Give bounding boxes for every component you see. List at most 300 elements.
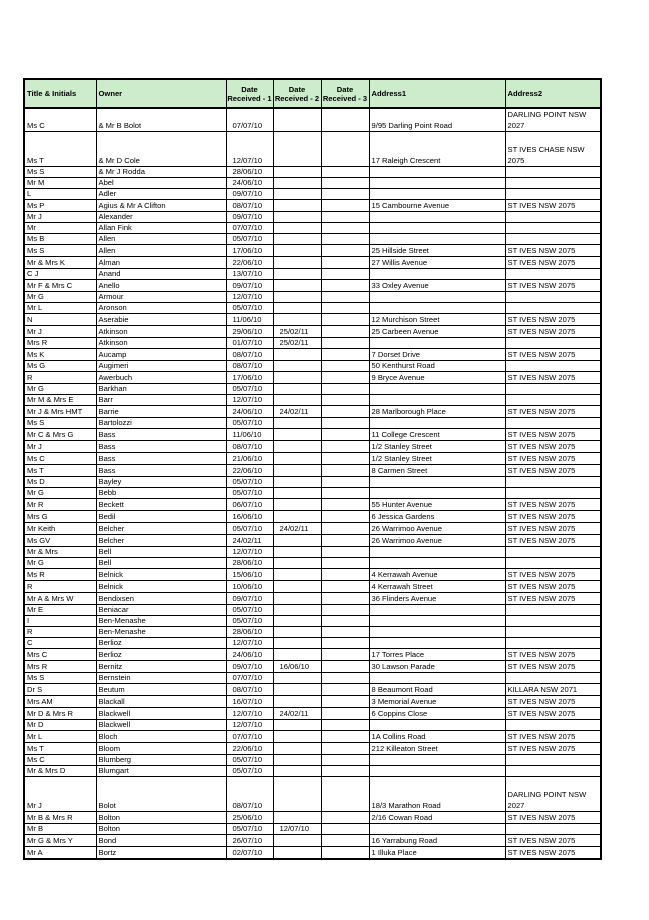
cell-owner: Abel bbox=[96, 178, 226, 189]
cell-title-initials: Mr G bbox=[24, 292, 96, 303]
cell-date-received-1: 09/07/10 bbox=[226, 212, 273, 223]
cell-owner: Bayley bbox=[96, 477, 226, 488]
cell-date-received-3 bbox=[321, 777, 369, 812]
table-row bbox=[24, 547, 601, 558]
cell-date-received-3 bbox=[321, 441, 369, 453]
cell-date-received-3 bbox=[321, 477, 369, 488]
cell-date-received-2 bbox=[273, 535, 321, 547]
cell-date-received-1: 22/06/10 bbox=[226, 465, 273, 477]
cell-date-received-3 bbox=[321, 708, 369, 720]
cell-address2 bbox=[505, 755, 601, 766]
cell-date-received-3 bbox=[321, 132, 369, 167]
cell-date-received-2 bbox=[273, 384, 321, 395]
cell-address2: ST IVES NSW 2075 bbox=[505, 569, 601, 581]
cell-date-received-3 bbox=[321, 178, 369, 189]
cell-owner: Ben-Menashe bbox=[96, 627, 226, 638]
cell-address2: ST IVES NSW 2075 bbox=[505, 523, 601, 535]
cell-owner: Augimeri bbox=[96, 361, 226, 372]
cell-date-received-2 bbox=[273, 429, 321, 441]
cell-address1: 15 Cambourne Avenue bbox=[369, 200, 505, 212]
cell-date-received-2 bbox=[273, 720, 321, 731]
cell-date-received-3 bbox=[321, 212, 369, 223]
cell-address1: 27 Willis Avenue bbox=[369, 257, 505, 269]
cell-date-received-2 bbox=[273, 616, 321, 627]
cell-address1 bbox=[369, 558, 505, 569]
cell-date-received-2 bbox=[273, 349, 321, 361]
table-row bbox=[24, 558, 601, 569]
cell-address2 bbox=[505, 616, 601, 627]
cell-address1 bbox=[369, 395, 505, 406]
cell-title-initials: Ms GV bbox=[24, 535, 96, 547]
table-row bbox=[24, 593, 601, 605]
table-row bbox=[24, 108, 601, 132]
cell-owner: Bartolozzi bbox=[96, 418, 226, 429]
cell-date-received-2 bbox=[273, 755, 321, 766]
table-row bbox=[24, 488, 601, 499]
table-row bbox=[24, 581, 601, 593]
cell-date-received-3 bbox=[321, 547, 369, 558]
cell-address1: 50 Kenthurst Road bbox=[369, 361, 505, 372]
cell-date-received-3 bbox=[321, 627, 369, 638]
cell-date-received-2 bbox=[273, 108, 321, 132]
cell-date-received-3 bbox=[321, 511, 369, 523]
cell-owner: & Mr J Rodda bbox=[96, 167, 226, 178]
cell-address2: ST IVES NSW 2075 bbox=[505, 499, 601, 511]
cell-date-received-1: 09/07/10 bbox=[226, 661, 273, 673]
cell-owner: Barrie bbox=[96, 406, 226, 418]
cell-date-received-3 bbox=[321, 673, 369, 684]
table-row bbox=[24, 627, 601, 638]
cell-address1: 36 Flinders Avenue bbox=[369, 593, 505, 605]
cell-owner: Berlioz bbox=[96, 638, 226, 649]
cell-owner: Bass bbox=[96, 453, 226, 465]
cell-address1: 6 Jessica Gardens bbox=[369, 511, 505, 523]
cell-date-received-1: 17/06/10 bbox=[226, 372, 273, 384]
cell-title-initials: Mr bbox=[24, 223, 96, 234]
cell-title-initials: Mr L bbox=[24, 731, 96, 743]
cell-address2: ST IVES NSW 2075 bbox=[505, 326, 601, 338]
table-row bbox=[24, 257, 601, 269]
cell-owner: Bass bbox=[96, 441, 226, 453]
table-row bbox=[24, 661, 601, 673]
cell-title-initials: Mr F & Mrs C bbox=[24, 280, 96, 292]
cell-date-received-2 bbox=[273, 488, 321, 499]
cell-date-received-3 bbox=[321, 465, 369, 477]
cell-date-received-1: 01/07/10 bbox=[226, 338, 273, 349]
cell-date-received-2 bbox=[273, 178, 321, 189]
cell-date-received-1: 08/07/10 bbox=[226, 441, 273, 453]
cell-date-received-3 bbox=[321, 605, 369, 616]
table-row bbox=[24, 535, 601, 547]
cell-date-received-2: 12/07/10 bbox=[273, 824, 321, 835]
cell-address1 bbox=[369, 189, 505, 200]
table-row bbox=[24, 178, 601, 189]
cell-address2 bbox=[505, 558, 601, 569]
cell-owner: Barr bbox=[96, 395, 226, 406]
cell-owner: Allan Fink bbox=[96, 223, 226, 234]
cell-title-initials: C bbox=[24, 638, 96, 649]
header-row bbox=[24, 79, 601, 108]
cell-owner: Bass bbox=[96, 465, 226, 477]
cell-date-received-2: 24/02/11 bbox=[273, 406, 321, 418]
cell-owner: Belnick bbox=[96, 569, 226, 581]
owners-table bbox=[23, 78, 602, 860]
cell-title-initials: Mr G bbox=[24, 488, 96, 499]
table-row bbox=[24, 384, 601, 395]
cell-date-received-3 bbox=[321, 824, 369, 835]
cell-owner: Blumberg bbox=[96, 755, 226, 766]
cell-address1: 26 Warrimoo Avenue bbox=[369, 535, 505, 547]
table-row bbox=[24, 696, 601, 708]
cell-title-initials: Mrs C bbox=[24, 649, 96, 661]
table-row bbox=[24, 189, 601, 200]
cell-title-initials: Ms B bbox=[24, 234, 96, 245]
cell-address1 bbox=[369, 292, 505, 303]
cell-address1: 18/3 Marathon Road bbox=[369, 777, 505, 812]
cell-title-initials: Ms T bbox=[24, 465, 96, 477]
cell-title-initials: Mr Keith bbox=[24, 523, 96, 535]
cell-title-initials: Mr L bbox=[24, 303, 96, 314]
cell-date-received-1: 09/07/10 bbox=[226, 280, 273, 292]
cell-date-received-2 bbox=[273, 696, 321, 708]
cell-date-received-3 bbox=[321, 429, 369, 441]
cell-address2 bbox=[505, 234, 601, 245]
cell-owner: Allen bbox=[96, 234, 226, 245]
cell-date-received-1: 05/07/10 bbox=[226, 234, 273, 245]
cell-address2: ST IVES NSW 2075 bbox=[505, 835, 601, 847]
cell-address1: 4 Kerrawah Avenue bbox=[369, 569, 505, 581]
cell-address1: 12 Murchison Street bbox=[369, 314, 505, 326]
table-row bbox=[24, 223, 601, 234]
cell-address2: ST IVES NSW 2075 bbox=[505, 349, 601, 361]
cell-date-received-3 bbox=[321, 696, 369, 708]
cell-title-initials: Ms C bbox=[24, 108, 96, 132]
cell-date-received-3 bbox=[321, 395, 369, 406]
cell-owner: Atkinson bbox=[96, 338, 226, 349]
cell-owner: Awerbuch bbox=[96, 372, 226, 384]
cell-date-received-1: 28/06/10 bbox=[226, 558, 273, 569]
cell-address2: DARLING POINT NSW 2027 bbox=[505, 108, 601, 132]
cell-date-received-3 bbox=[321, 292, 369, 303]
table-row bbox=[24, 673, 601, 684]
cell-title-initials: Mr J & Mrs HMT bbox=[24, 406, 96, 418]
cell-title-initials: Ms C bbox=[24, 755, 96, 766]
table-row bbox=[24, 395, 601, 406]
table-row bbox=[24, 499, 601, 511]
header-address1: Address1 bbox=[369, 79, 505, 108]
cell-date-received-2 bbox=[273, 684, 321, 696]
cell-address1: 212 Killeaton Street bbox=[369, 743, 505, 755]
cell-title-initials: Mr J bbox=[24, 212, 96, 223]
cell-date-received-2 bbox=[273, 835, 321, 847]
cell-owner: Atkinson bbox=[96, 326, 226, 338]
cell-address2 bbox=[505, 384, 601, 395]
header-title-initials: Title & Initials bbox=[24, 79, 96, 108]
cell-date-received-1: 05/07/10 bbox=[226, 303, 273, 314]
cell-owner: & Mr B Bolot bbox=[96, 108, 226, 132]
cell-address2: ST IVES NSW 2075 bbox=[505, 661, 601, 673]
cell-date-received-1: 26/07/10 bbox=[226, 835, 273, 847]
cell-owner: Bolton bbox=[96, 812, 226, 824]
cell-owner: Ben-Menashe bbox=[96, 616, 226, 627]
cell-date-received-1: 12/07/10 bbox=[226, 708, 273, 720]
cell-owner: Anand bbox=[96, 269, 226, 280]
cell-address1: 6 Coppins Close bbox=[369, 708, 505, 720]
cell-date-received-2 bbox=[273, 766, 321, 777]
table-row bbox=[24, 441, 601, 453]
cell-address1: 26 Warrimoo Avenue bbox=[369, 523, 505, 535]
header-address2: Address2 bbox=[505, 79, 601, 108]
cell-date-received-1: 06/07/10 bbox=[226, 499, 273, 511]
cell-title-initials: Mrs AM bbox=[24, 696, 96, 708]
cell-owner: Beniacar bbox=[96, 605, 226, 616]
table-row bbox=[24, 649, 601, 661]
cell-owner: Blackwell bbox=[96, 708, 226, 720]
cell-owner: Beutum bbox=[96, 684, 226, 696]
cell-owner: Aucamp bbox=[96, 349, 226, 361]
cell-date-received-2 bbox=[273, 418, 321, 429]
cell-date-received-1: 08/07/10 bbox=[226, 349, 273, 361]
cell-date-received-1: 08/07/10 bbox=[226, 684, 273, 696]
table-row bbox=[24, 245, 601, 257]
cell-address1: 1/2 Stanley Street bbox=[369, 453, 505, 465]
cell-date-received-3 bbox=[321, 269, 369, 280]
cell-title-initials: Mr & Mrs D bbox=[24, 766, 96, 777]
table-row bbox=[24, 338, 601, 349]
cell-title-initials: Mr R bbox=[24, 499, 96, 511]
cell-date-received-3 bbox=[321, 257, 369, 269]
cell-date-received-2: 16/06/10 bbox=[273, 661, 321, 673]
cell-address1 bbox=[369, 547, 505, 558]
cell-date-received-1: 15/06/10 bbox=[226, 569, 273, 581]
cell-title-initials: Mr E bbox=[24, 605, 96, 616]
cell-date-received-2 bbox=[273, 269, 321, 280]
table-row bbox=[24, 743, 601, 755]
cell-address1: 4 Kerrawah Street bbox=[369, 581, 505, 593]
cell-address1 bbox=[369, 269, 505, 280]
cell-title-initials: Ms R bbox=[24, 569, 96, 581]
cell-address2: ST IVES NSW 2075 bbox=[505, 535, 601, 547]
table-row bbox=[24, 212, 601, 223]
cell-date-received-3 bbox=[321, 649, 369, 661]
cell-date-received-1: 09/07/10 bbox=[226, 593, 273, 605]
cell-owner: Aronson bbox=[96, 303, 226, 314]
table-row bbox=[24, 835, 601, 847]
cell-date-received-3 bbox=[321, 755, 369, 766]
cell-address1: 9 Bryce Avenue bbox=[369, 372, 505, 384]
cell-date-received-2 bbox=[273, 627, 321, 638]
cell-title-initials: Ms S bbox=[24, 418, 96, 429]
cell-date-received-3 bbox=[321, 338, 369, 349]
cell-date-received-1: 05/07/10 bbox=[226, 488, 273, 499]
cell-owner: Bolton bbox=[96, 824, 226, 835]
cell-owner: Alexander bbox=[96, 212, 226, 223]
cell-date-received-1: 05/07/10 bbox=[226, 616, 273, 627]
cell-title-initials: Mr G bbox=[24, 384, 96, 395]
cell-date-received-3 bbox=[321, 453, 369, 465]
cell-date-received-1: 21/06/10 bbox=[226, 453, 273, 465]
cell-owner: Blackwell bbox=[96, 720, 226, 731]
cell-address2 bbox=[505, 303, 601, 314]
cell-owner: Bell bbox=[96, 558, 226, 569]
cell-address2: ST IVES NSW 2075 bbox=[505, 372, 601, 384]
cell-address2 bbox=[505, 673, 601, 684]
table-row bbox=[24, 569, 601, 581]
table-row bbox=[24, 418, 601, 429]
cell-address1: 8 Carmen Street bbox=[369, 465, 505, 477]
cell-date-received-3 bbox=[321, 499, 369, 511]
table-row bbox=[24, 269, 601, 280]
cell-owner: Alman bbox=[96, 257, 226, 269]
cell-address2 bbox=[505, 477, 601, 488]
cell-date-received-2 bbox=[273, 638, 321, 649]
cell-date-received-2 bbox=[273, 847, 321, 860]
table-row bbox=[24, 616, 601, 627]
table-row bbox=[24, 812, 601, 824]
cell-date-received-3 bbox=[321, 108, 369, 132]
cell-title-initials: Mr G bbox=[24, 558, 96, 569]
cell-date-received-3 bbox=[321, 616, 369, 627]
cell-address2: ST IVES NSW 2075 bbox=[505, 280, 601, 292]
cell-date-received-3 bbox=[321, 835, 369, 847]
cell-date-received-3 bbox=[321, 638, 369, 649]
cell-date-received-1: 05/07/10 bbox=[226, 824, 273, 835]
cell-date-received-3 bbox=[321, 558, 369, 569]
cell-address2 bbox=[505, 395, 601, 406]
cell-owner: Bass bbox=[96, 429, 226, 441]
cell-date-received-3 bbox=[321, 167, 369, 178]
cell-address2: KILLARA NSW 2071 bbox=[505, 684, 601, 696]
cell-title-initials: Ms S bbox=[24, 167, 96, 178]
cell-date-received-3 bbox=[321, 812, 369, 824]
cell-address2 bbox=[505, 167, 601, 178]
cell-address2 bbox=[505, 212, 601, 223]
cell-address1: 11 College Crescent bbox=[369, 429, 505, 441]
cell-address1 bbox=[369, 384, 505, 395]
table-row bbox=[24, 847, 601, 860]
table-row bbox=[24, 280, 601, 292]
cell-address2: ST IVES NSW 2075 bbox=[505, 593, 601, 605]
cell-date-received-2 bbox=[273, 558, 321, 569]
cell-date-received-3 bbox=[321, 523, 369, 535]
cell-date-received-1: 07/07/10 bbox=[226, 731, 273, 743]
cell-address1: 2/16 Cowan Road bbox=[369, 812, 505, 824]
cell-title-initials: Mrs G bbox=[24, 511, 96, 523]
table-row bbox=[24, 720, 601, 731]
cell-title-initials: Ms C bbox=[24, 453, 96, 465]
cell-date-received-3 bbox=[321, 418, 369, 429]
cell-date-received-1: 12/07/10 bbox=[226, 720, 273, 731]
table-row bbox=[24, 406, 601, 418]
cell-address2: ST IVES NSW 2075 bbox=[505, 696, 601, 708]
cell-owner: Bell bbox=[96, 547, 226, 558]
table-row bbox=[24, 326, 601, 338]
cell-date-received-3 bbox=[321, 720, 369, 731]
cell-address2 bbox=[505, 627, 601, 638]
cell-address1: 17 Raleigh Crescent bbox=[369, 132, 505, 167]
cell-date-received-1: 11/06/10 bbox=[226, 314, 273, 326]
cell-date-received-2 bbox=[273, 200, 321, 212]
cell-title-initials: R bbox=[24, 581, 96, 593]
table-row bbox=[24, 453, 601, 465]
cell-address1: 1/2 Stanley Street bbox=[369, 441, 505, 453]
cell-date-received-1: 07/07/10 bbox=[226, 673, 273, 684]
cell-date-received-1: 12/07/10 bbox=[226, 547, 273, 558]
cell-address2 bbox=[505, 361, 601, 372]
cell-title-initials: Ms T bbox=[24, 743, 96, 755]
cell-address1 bbox=[369, 627, 505, 638]
cell-title-initials: Mr B bbox=[24, 824, 96, 835]
table-row bbox=[24, 777, 601, 812]
cell-address1: 25 Carbeen Avenue bbox=[369, 326, 505, 338]
cell-title-initials: Mrs R bbox=[24, 338, 96, 349]
cell-date-received-2 bbox=[273, 372, 321, 384]
cell-title-initials: Mr G & Mrs Y bbox=[24, 835, 96, 847]
cell-title-initials: Dr S bbox=[24, 684, 96, 696]
cell-date-received-3 bbox=[321, 234, 369, 245]
cell-address2 bbox=[505, 292, 601, 303]
cell-address2 bbox=[505, 418, 601, 429]
cell-address1: 16 Yarrabung Road bbox=[369, 835, 505, 847]
cell-date-received-3 bbox=[321, 847, 369, 860]
cell-date-received-1: 24/06/10 bbox=[226, 649, 273, 661]
cell-address1 bbox=[369, 223, 505, 234]
cell-address2 bbox=[505, 338, 601, 349]
cell-address2: ST IVES NSW 2075 bbox=[505, 812, 601, 824]
cell-address2 bbox=[505, 605, 601, 616]
cell-title-initials: Mr A bbox=[24, 847, 96, 860]
cell-date-received-2 bbox=[273, 245, 321, 257]
cell-address1 bbox=[369, 167, 505, 178]
cell-address1: 25 Hillside Street bbox=[369, 245, 505, 257]
cell-title-initials: Ms P bbox=[24, 200, 96, 212]
cell-date-received-2 bbox=[273, 167, 321, 178]
cell-date-received-1: 10/06/10 bbox=[226, 581, 273, 593]
cell-owner: Blumgart bbox=[96, 766, 226, 777]
cell-date-received-2: 24/02/11 bbox=[273, 708, 321, 720]
cell-title-initials: Mr C & Mrs G bbox=[24, 429, 96, 441]
table-row bbox=[24, 824, 601, 835]
header-date-received-2: Date Received - 2 bbox=[273, 79, 321, 108]
cell-owner: Belcher bbox=[96, 535, 226, 547]
cell-date-received-1: 22/06/10 bbox=[226, 257, 273, 269]
cell-date-received-1: 05/07/10 bbox=[226, 766, 273, 777]
cell-title-initials: C J bbox=[24, 269, 96, 280]
table-row bbox=[24, 766, 601, 777]
cell-date-received-2: 24/02/11 bbox=[273, 523, 321, 535]
cell-title-initials: L bbox=[24, 189, 96, 200]
cell-address2: ST IVES NSW 2075 bbox=[505, 465, 601, 477]
cell-address2 bbox=[505, 638, 601, 649]
table-row bbox=[24, 303, 601, 314]
cell-address1: 7 Dorset Drive bbox=[369, 349, 505, 361]
table-row bbox=[24, 511, 601, 523]
cell-owner: Bernstein bbox=[96, 673, 226, 684]
cell-date-received-1: 16/07/10 bbox=[226, 696, 273, 708]
cell-address1: 33 Oxley Avenue bbox=[369, 280, 505, 292]
cell-date-received-2 bbox=[273, 465, 321, 477]
cell-date-received-3 bbox=[321, 488, 369, 499]
cell-owner: Bond bbox=[96, 835, 226, 847]
cell-date-received-1: 24/02/11 bbox=[226, 535, 273, 547]
cell-date-received-2 bbox=[273, 569, 321, 581]
table-row bbox=[24, 132, 601, 167]
cell-address2: ST IVES NSW 2075 bbox=[505, 731, 601, 743]
cell-address1 bbox=[369, 824, 505, 835]
cell-owner: Beckett bbox=[96, 499, 226, 511]
table-row bbox=[24, 755, 601, 766]
cell-address1: 1 Illuka Place bbox=[369, 847, 505, 860]
